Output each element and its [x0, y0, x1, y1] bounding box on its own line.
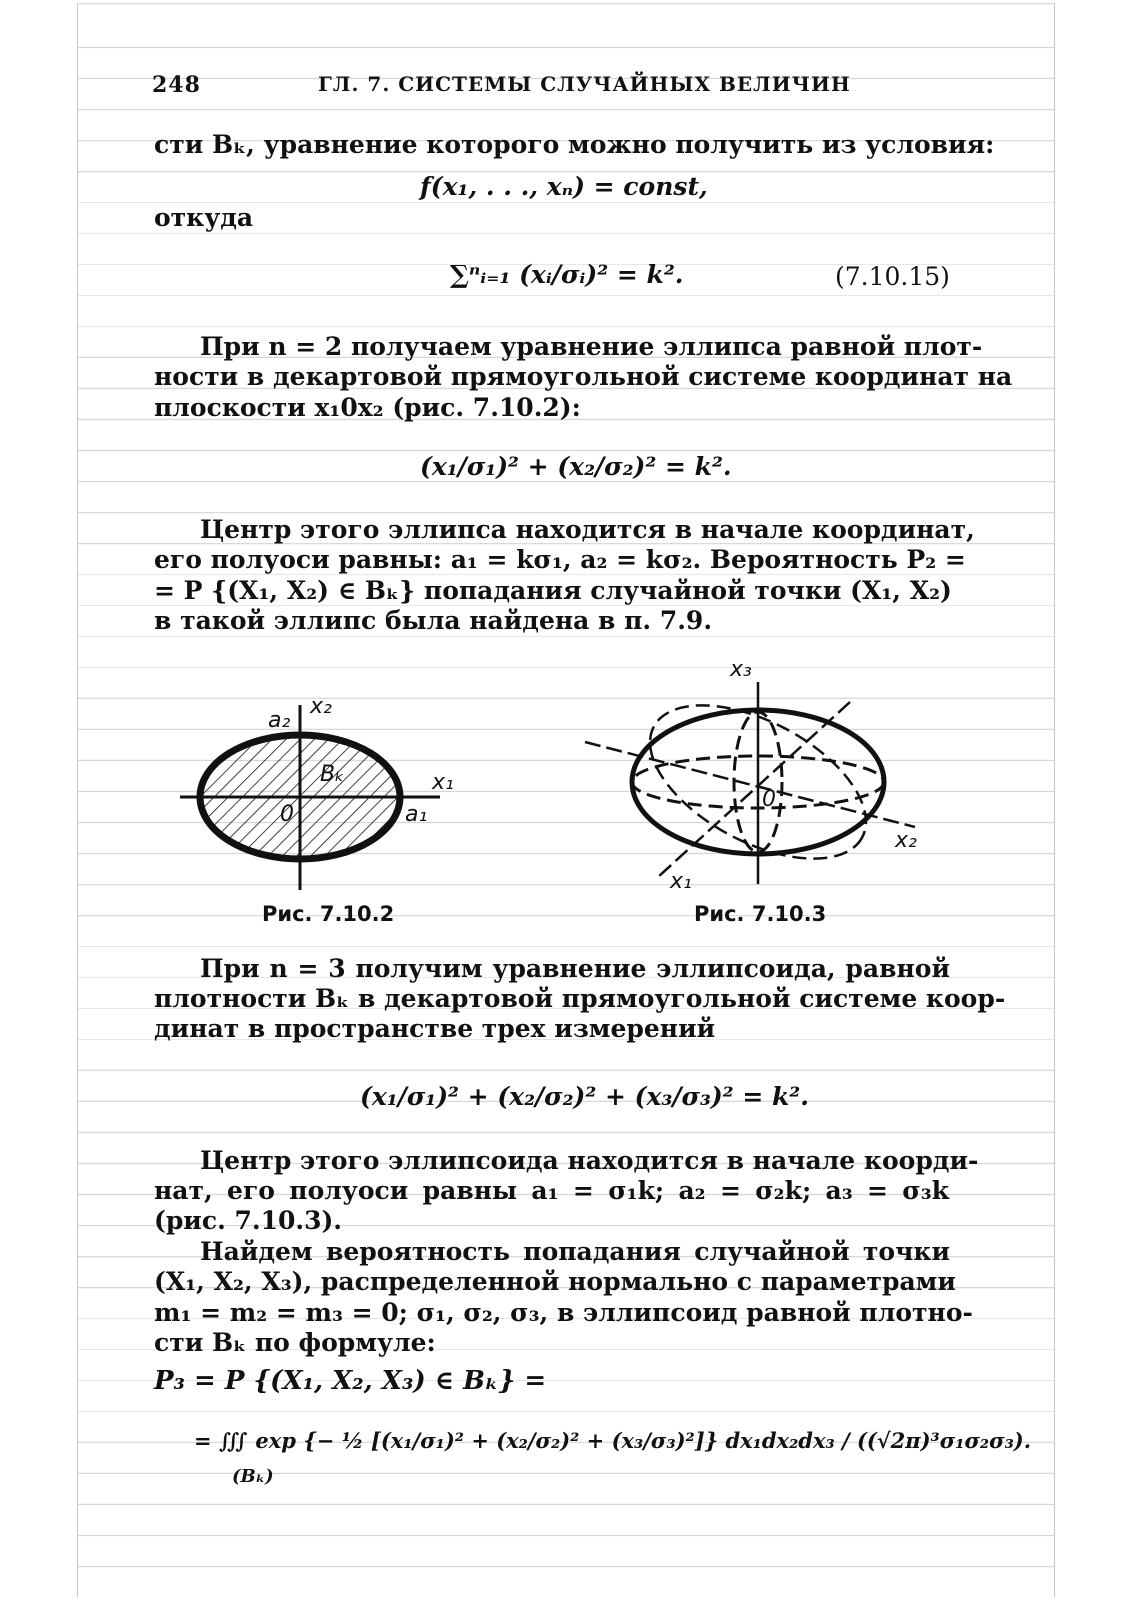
- origin-label: 0: [280, 802, 294, 827]
- x1-label: x₁: [432, 770, 454, 795]
- paragraph-line: сти Bₖ по формуле:: [154, 1328, 436, 1357]
- figure-ellipsoid: [580, 652, 940, 900]
- integral-domain: (Bₖ): [232, 1466, 274, 1487]
- equation-number: (7.10.15): [835, 262, 950, 291]
- text-line: сти Bₖ, уравнение которого можно получить из условия:: [154, 130, 995, 159]
- paragraph-line: (рис. 7.10.3).: [154, 1206, 343, 1235]
- figure-ellipse: [170, 685, 470, 895]
- paragraph-line: Центр этого эллипсоида находится в начале коорди-: [200, 1146, 979, 1175]
- origin-label: 0: [762, 787, 776, 812]
- text-line: откуда: [154, 203, 254, 232]
- paragraph-line: (X₁, X₂, X₃), распределенной нормально с параметрами: [154, 1267, 956, 1296]
- figure-caption: Рис. 7.10.3: [694, 902, 827, 926]
- figure-caption: Рис. 7.10.2: [262, 902, 395, 926]
- paragraph-line: динат в пространстве трех измерений: [154, 1014, 716, 1043]
- formula-ellipse: (x₁/σ₁)² + (x₂/σ₂)² = k².: [420, 452, 732, 481]
- paragraph-line: плотности Bₖ в декартовой прямоугольной системе коор-: [154, 984, 1006, 1013]
- x1-label: x₁: [670, 869, 692, 894]
- a2-label: a₂: [268, 708, 291, 733]
- x2-label: x₂: [895, 828, 917, 853]
- running-title: ГЛ. 7. СИСТЕМЫ СЛУЧАЙНЫХ ВЕЛИЧИН: [318, 72, 851, 96]
- a1-label: a₁: [405, 802, 428, 827]
- formula-const: f(x₁, . . ., xₙ) = const,: [420, 172, 708, 201]
- formula-sum: ∑ⁿᵢ₌₁ (xᵢ/σᵢ)² = k².: [450, 260, 684, 289]
- page-number: 248: [152, 72, 201, 98]
- paragraph-line: m₁ = m₂ = m₃ = 0; σ₁, σ₂, σ₃, в эллипсоид равной плотно-: [154, 1298, 973, 1327]
- paragraph-line: в такой эллипс была найдена в п. 7.9.: [154, 606, 713, 635]
- x2-label: x₂: [310, 694, 332, 719]
- bk-label: Bₖ: [320, 762, 345, 787]
- paragraph-line: ности в декартовой прямоугольной системе координат на: [154, 362, 1013, 391]
- x1-axis: [658, 702, 850, 877]
- formula-integral: = ∭ exp {− ½ [(x₁/σ₁)² + (x₂/σ₂)² + (x₃/σ₃)²]} dx₁dx₂dx₃ / ((√2π)³σ₁σ₂σ₃).: [194, 1428, 1032, 1453]
- x3-label: x₃: [730, 657, 752, 682]
- formula-probability: P₃ = P {(X₁, X₂, X₃) ∈ Bₖ} =: [154, 1366, 547, 1396]
- paragraph-line: = P {(X₁, X₂) ∈ Bₖ} попадания случайной точки (X₁, X₂): [154, 576, 952, 605]
- paragraph-line: Найдем вероятность попадания случайной точки: [200, 1237, 950, 1266]
- paragraph-line: его полуоси равны: a₁ = kσ₁, a₂ = kσ₂. Вероятность P₂ =: [154, 545, 966, 574]
- paragraph-line: Центр этого эллипса находится в начале координат,: [200, 515, 975, 544]
- paragraph-line: При n = 3 получим уравнение эллипсоида, равной: [200, 954, 950, 983]
- paragraph-line: плоскости x₁0x₂ (рис. 7.10.2):: [154, 393, 581, 422]
- paragraph-line: При n = 2 получаем уравнение эллипса равной плот-: [200, 332, 983, 361]
- formula-ellipsoid: (x₁/σ₁)² + (x₂/σ₂)² + (x₃/σ₃)² = k².: [360, 1082, 809, 1111]
- paragraph-line: нат, его полуоси равны a₁ = σ₁k; a₂ = σ₂k; a₃ = σ₃k: [154, 1176, 949, 1205]
